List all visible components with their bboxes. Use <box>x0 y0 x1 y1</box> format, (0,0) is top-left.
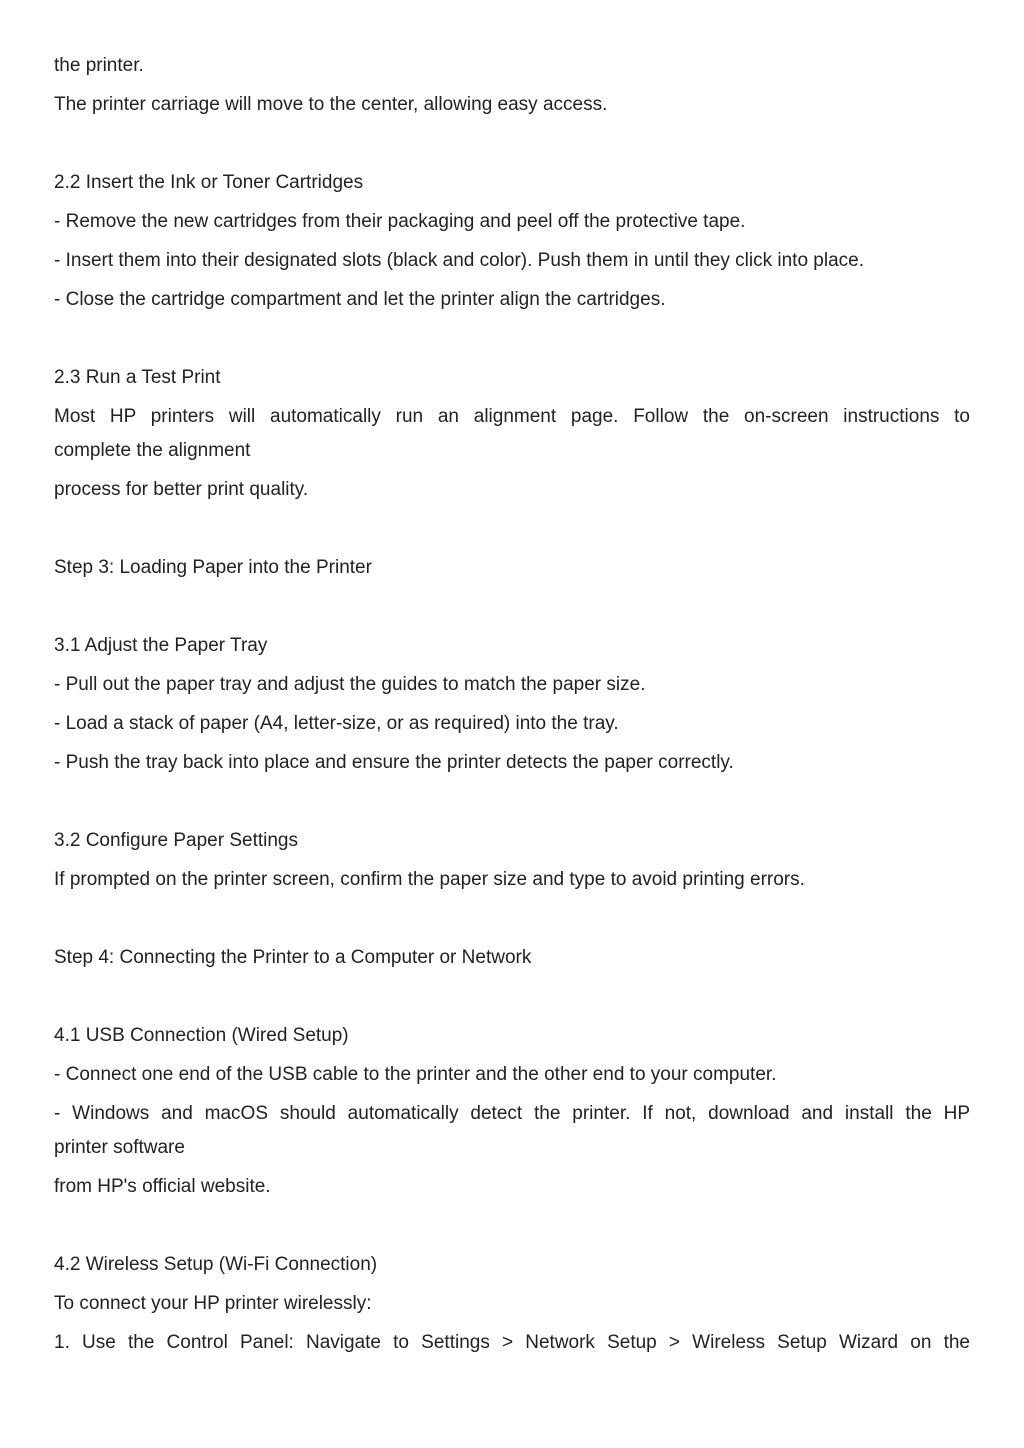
list-item: - Pull out the paper tray and adjust the guides to match the paper size. <box>54 674 646 695</box>
list-item: - Close the cartridge compartment and let the printer align the cartridges. <box>54 289 666 310</box>
paragraph-line: process for better print quality. <box>54 479 309 500</box>
section-heading: 4.1 USB Connection (Wired Setup) <box>54 1025 349 1046</box>
list-item: - Remove the new cartridges from their packaging and peel off the protective tape. <box>54 211 746 232</box>
list-item: - Connect one end of the USB cable to the printer and the other end to your computer. <box>54 1064 777 1085</box>
section-heading: 4.2 Wireless Setup (Wi-Fi Connection) <box>54 1254 378 1275</box>
step-heading: Step 4: Connecting the Printer to a Computer or Network <box>54 947 532 968</box>
list-item: 1. Use the Control Panel: Navigate to Settings > Network Setup > Wireless Setup Wizard on the <box>54 1332 970 1353</box>
paragraph-line: complete the alignment <box>54 440 251 461</box>
section-heading: 3.1 Adjust the Paper Tray <box>54 635 268 656</box>
section-heading: 2.2 Insert the Ink or Toner Cartridges <box>54 172 364 193</box>
step-heading: Step 3: Loading Paper into the Printer <box>54 557 372 578</box>
section-heading: 3.2 Configure Paper Settings <box>54 830 298 851</box>
list-item: - Push the tray back into place and ensure the printer detects the paper correctly. <box>54 752 734 773</box>
text-line: the printer. <box>54 55 144 76</box>
paragraph-line: printer software <box>54 1137 185 1158</box>
text-line: The printer carriage will move to the center, allowing easy access. <box>54 94 608 115</box>
list-item: - Windows and macOS should automatically detect the printer. If not, download and install the HP <box>54 1103 970 1124</box>
list-item: - Insert them into their designated slots (black and color). Push them in until they click into place. <box>54 250 865 271</box>
paragraph-line: If prompted on the printer screen, confirm the paper size and type to avoid printing errors. <box>54 869 805 890</box>
section-heading: 2.3 Run a Test Print <box>54 367 221 388</box>
paragraph-line: from HP's official website. <box>54 1176 271 1197</box>
paragraph-line: To connect your HP printer wirelessly: <box>54 1293 372 1314</box>
paragraph-line: Most HP printers will automatically run an alignment page. Follow the on-screen instructions to <box>54 406 970 427</box>
list-item: - Load a stack of paper (A4, letter-size, or as required) into the tray. <box>54 713 619 734</box>
